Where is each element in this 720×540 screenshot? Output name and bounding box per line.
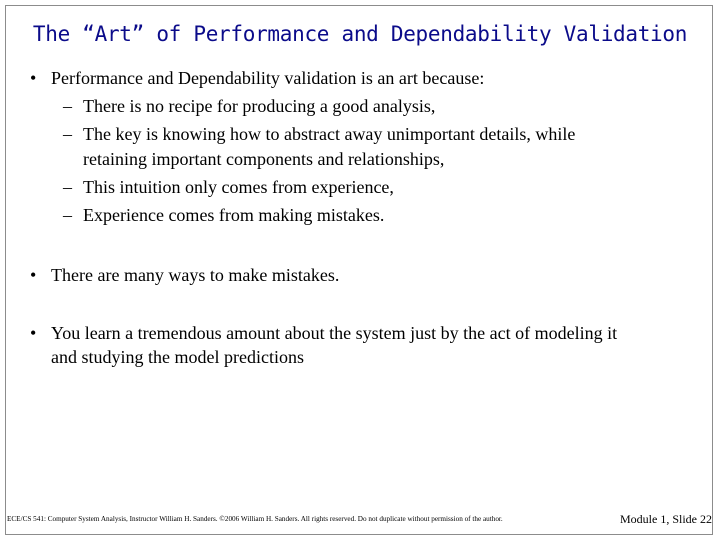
- subitem-4-dash: –: [63, 205, 72, 225]
- bullet-2-marker: •: [30, 265, 37, 285]
- footer-slide-number: Module 1, Slide 22: [620, 512, 712, 526]
- subitem-3-text: This intuition only comes from experience,: [83, 177, 394, 197]
- bullet-3-marker: •: [30, 323, 37, 343]
- bullet-3-text: You learn a tremendous amount about the system just by the act of modeling it: [51, 323, 618, 343]
- subitem-1-dash: –: [63, 96, 72, 116]
- slide-title: The “Art” of Performance and Dependability Validation: [32, 22, 688, 46]
- bullet-2-text: There are many ways to make mistakes.: [51, 265, 340, 285]
- subitem-2-text: The key is knowing how to abstract away unimportant details, while: [83, 124, 576, 144]
- bullet-1-text: Performance and Dependability validation is an art because:: [51, 68, 485, 88]
- footer-copyright: ECE/CS 541: Computer System Analysis, Instructor William H. Sanders. ©2006 William H. Sanders. All rights reserved. Do not duplicate without permission of the author.: [7, 515, 503, 523]
- bullet-1-marker: •: [30, 68, 37, 88]
- subitem-2-dash: –: [63, 124, 72, 144]
- subitem-2-continuation: retaining important components and relationships,: [83, 149, 445, 169]
- subitem-1-text: There is no recipe for producing a good analysis,: [83, 96, 436, 116]
- bullet-3-continuation: and studying the model predictions: [51, 347, 304, 367]
- subitem-4-text: Experience comes from making mistakes.: [83, 205, 385, 225]
- subitem-3-dash: –: [63, 177, 72, 197]
